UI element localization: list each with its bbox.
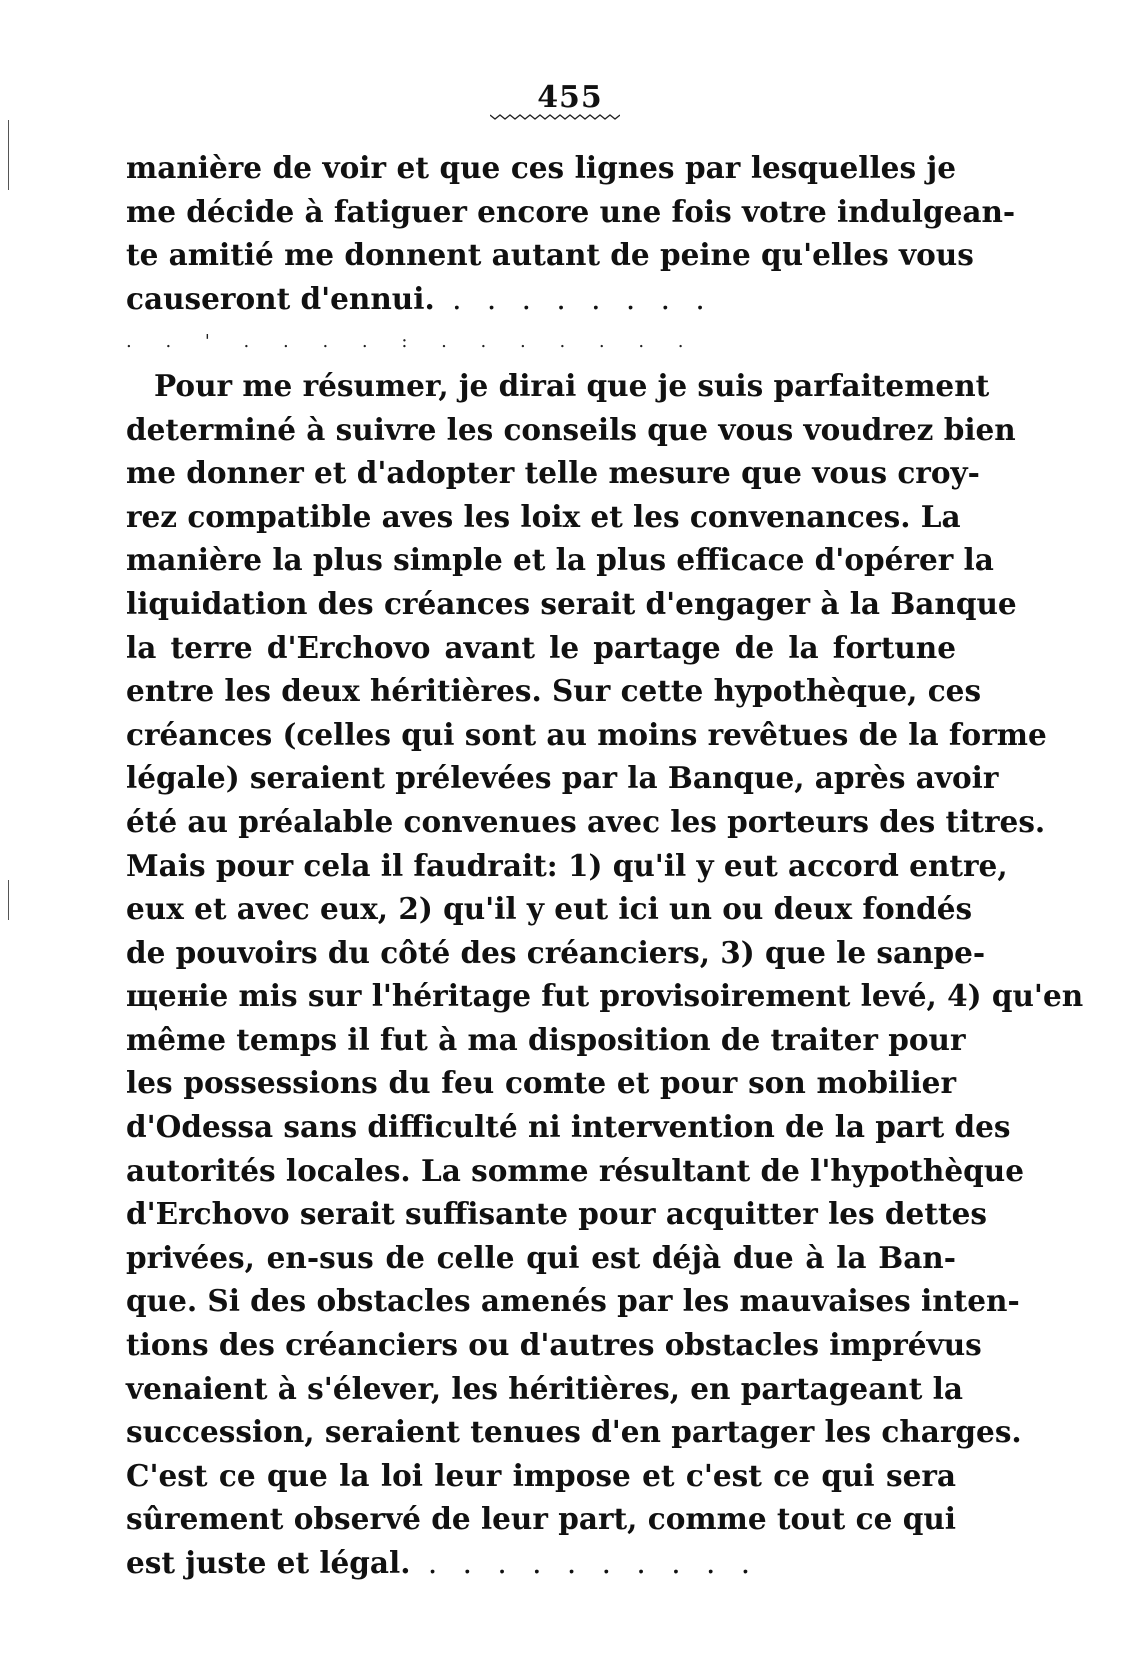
text-line: Pour me résumer, je dirai que je suis parfaitement bbox=[154, 367, 990, 403]
text-line: manière de voir et que ces lignes par lesquelles je bbox=[126, 150, 956, 185]
text-line: que. Si des obstacles amenés par les mauvaises inten- bbox=[126, 1283, 1020, 1319]
ink-specks-row: . . ' . . . . : . . . . . . . bbox=[126, 331, 698, 353]
text-line: determiné à suivre les conseils que vous voudrez bien bbox=[126, 411, 1016, 447]
scan-edge-line-top bbox=[8, 120, 9, 190]
page-number-ornament bbox=[490, 114, 620, 120]
text-line: te amitié me donnent autant de peine qu'elles vous bbox=[126, 237, 974, 273]
text-line bbox=[126, 277, 956, 321]
text-line-content: est juste et légal. bbox=[126, 1545, 411, 1580]
text-line: liquidation des créances serait d'engager à la Banque bbox=[126, 585, 1017, 621]
text-line: de pouvoirs du côté des créanciers, 3) que le sanpe- bbox=[126, 934, 986, 970]
text-line: même temps il fut à ma disposition de traiter pour bbox=[126, 1021, 966, 1057]
text-line: les possessions du feu comte et pour son mobilier bbox=[126, 1065, 956, 1101]
text-line: la terre d'Erchovo avant le partage de la fortune bbox=[126, 629, 956, 665]
text-line: me décide à fatiguer encore une fois votre indulgean- bbox=[126, 193, 1016, 229]
paragraph-1 bbox=[126, 146, 1016, 320]
text-line: rez compatible aves les loix et les convenances. La bbox=[126, 498, 961, 534]
ink-specks: . . . . . . . . . . bbox=[410, 1546, 759, 1580]
text-line: manière la plus simple et la plus efficace d'opérer la bbox=[126, 542, 994, 578]
text-line: entre les deux héritières. Sur cette hypothèque, ces bbox=[126, 673, 982, 709]
letter-text bbox=[126, 146, 1084, 1585]
text-line: d'Odessa sans difficulté ni intervention de la part des bbox=[126, 1109, 1011, 1145]
text-line: me donner et d'adopter telle mesure que vous croy- bbox=[126, 455, 980, 491]
text-line: venaient à s'élever, les héritières, en partageant la bbox=[126, 1370, 963, 1406]
text-line: autorités locales. La somme résultant de l'hypothèque bbox=[126, 1152, 1024, 1188]
text-line: Mais pour cela il faudrait: 1) qu'il y eut accord entre, bbox=[126, 847, 1008, 883]
text-line: C'est ce que la loi leur impose et c'est ce qui sera bbox=[126, 1457, 956, 1493]
text-line: privées, en-sus de celle qui est déjà due à la Ban- bbox=[126, 1239, 956, 1275]
text-line bbox=[126, 1541, 956, 1585]
text-line: créances (celles qui sont au moins revêtues de la forme bbox=[126, 716, 1047, 752]
ink-specks: . . . . . . . . bbox=[434, 281, 713, 316]
text-line: légale) seraient prélevées par la Banque, après avoir bbox=[126, 760, 999, 796]
text-line: eux et avec eux, 2) qu'il y eut ici un ou deux fondés bbox=[126, 891, 973, 927]
text-line: été au préalable convenues avec les porteurs des titres. bbox=[126, 803, 1046, 839]
text-line: sûrement observé de leur part, comme tout ce qui bbox=[126, 1501, 956, 1537]
page-number: 455 bbox=[537, 80, 603, 115]
text-line: tions des créanciers ou d'autres obstacles imprévus bbox=[126, 1327, 982, 1363]
paragraph-2 bbox=[126, 364, 1084, 1585]
text-line: щенie mis sur l'héritage fut provisoirement levé, 4) qu'en bbox=[126, 978, 1084, 1014]
text-line-content: causeront d'ennui. bbox=[126, 280, 435, 316]
scan-edge-line-bottom bbox=[8, 880, 9, 920]
text-line: succession, seraient tenues d'en partager les charges. bbox=[126, 1414, 1022, 1450]
text-line: d'Erchovo serait suffisante pour acquitter les dettes bbox=[126, 1196, 987, 1232]
